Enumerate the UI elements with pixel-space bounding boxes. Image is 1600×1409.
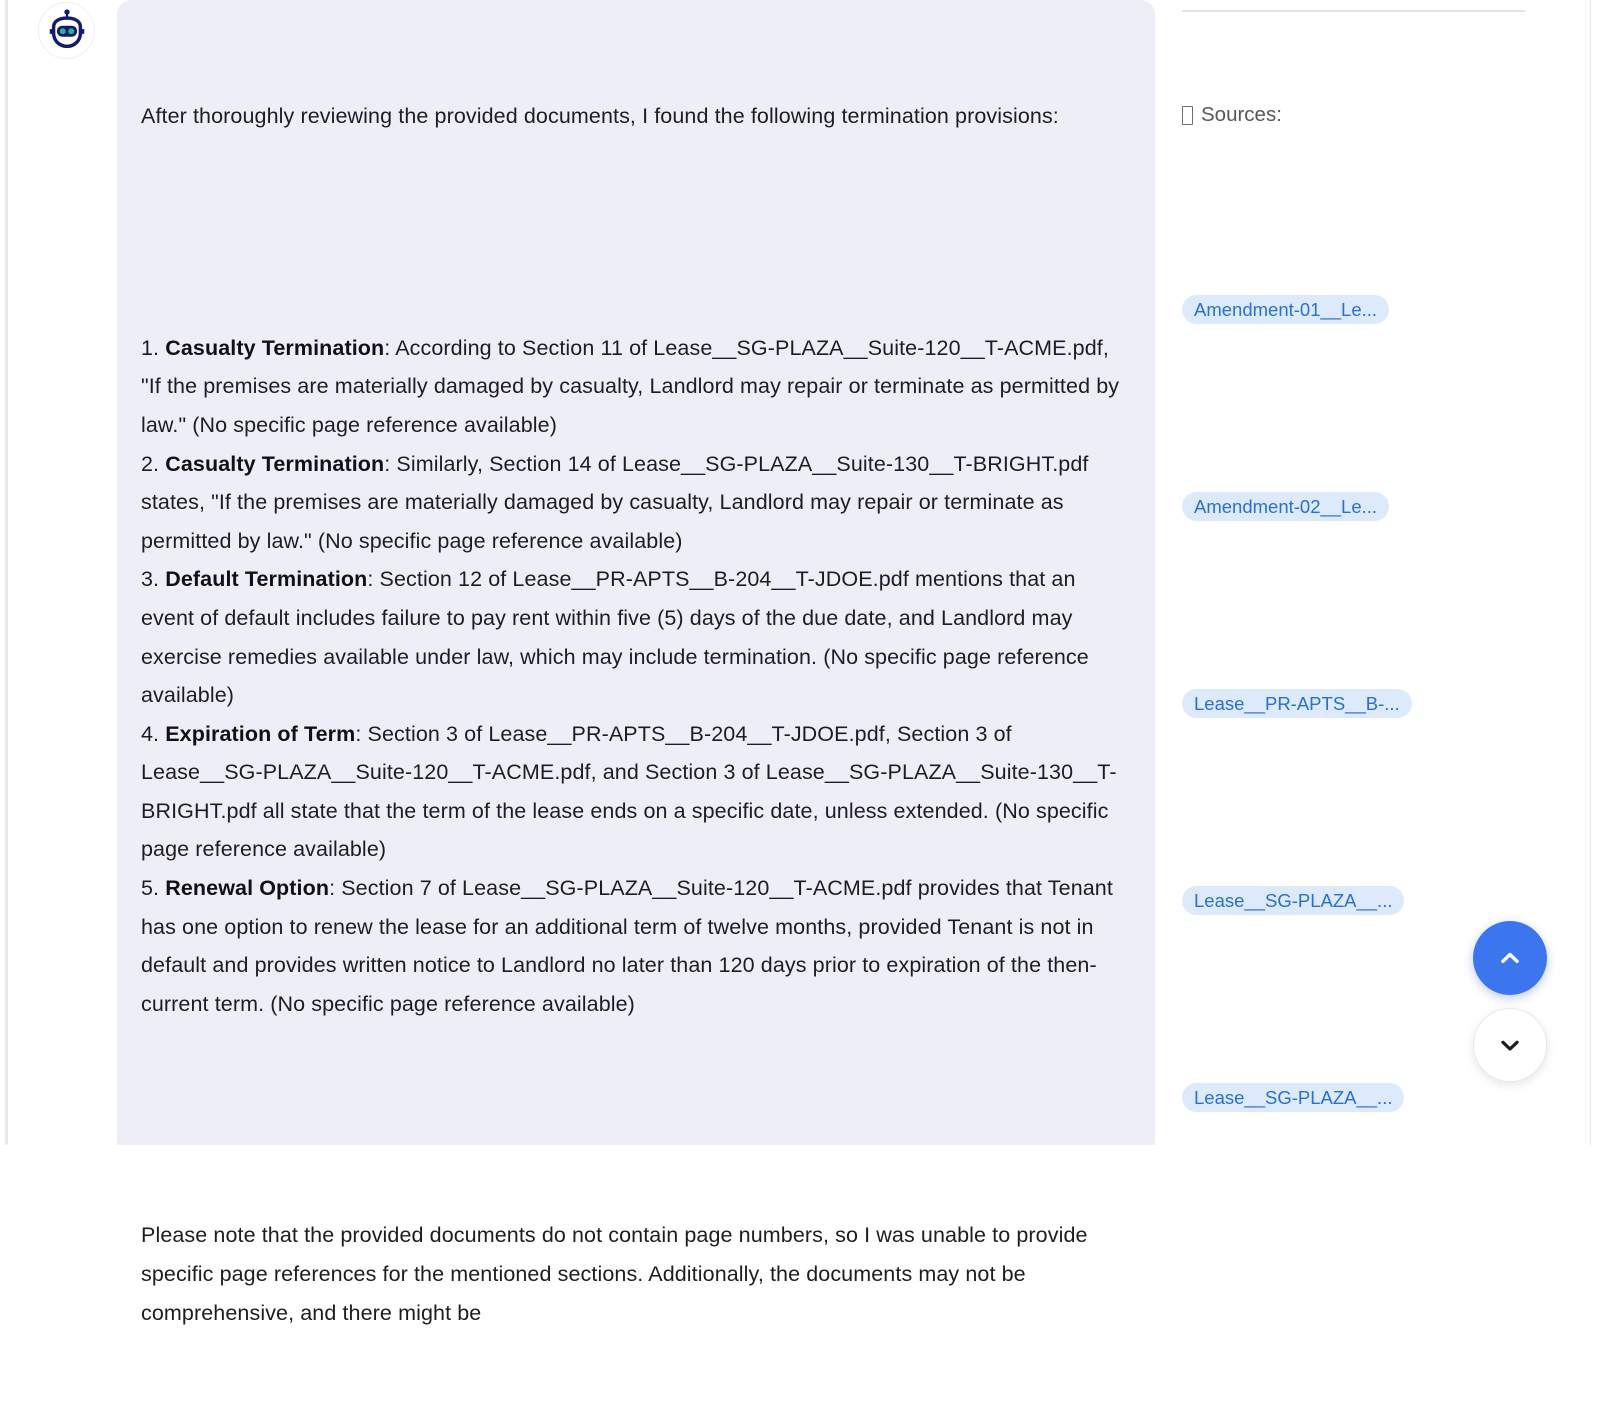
left-scroll-rail[interactable] <box>5 0 8 1145</box>
sources-label-text: Sources: <box>1201 103 1282 126</box>
provision-body: : Similarly, Section 14 of Lease__SG-PLAZA__Suite-130__T-BRIGHT.pdf states, "If the premises are materially damaged by casualty, Landlord may repair or terminate as permitted by law." (No specific page reference available) <box>141 451 1095 553</box>
source-chip[interactable]: Amendment-01__Le... <box>1182 295 1389 324</box>
document-icon <box>1182 106 1193 125</box>
source-chip[interactable]: Lease__SG-PLAZA__... <box>1182 1083 1404 1112</box>
assistant-avatar <box>38 2 95 59</box>
source-chip[interactable]: Lease__PR-APTS__B-... <box>1182 689 1412 718</box>
chevron-down-icon <box>1497 1032 1523 1058</box>
scroll-to-top-button[interactable] <box>1473 921 1547 995</box>
source-chip[interactable]: Amendment-02__Le... <box>1182 492 1389 521</box>
provision-number: 5. <box>141 876 166 901</box>
assistant-message-text <box>141 20 1131 1409</box>
sources-heading <box>1182 101 1282 129</box>
provision-number: 1. <box>141 335 166 360</box>
provision-title: Default Termination <box>165 567 368 592</box>
robot-avatar-icon <box>44 8 90 54</box>
paragraph-spacer <box>141 213 1131 252</box>
source-chip[interactable]: Lease__SG-PLAZA__... <box>1182 886 1404 915</box>
assistant-message-bubble <box>117 0 1155 1325</box>
message-intro: After thoroughly reviewing the provided documents, I found the following termination provisions: <box>141 104 1059 129</box>
provision-body: : Section 12 of Lease__PR-APTS__B-204__T-JDOE.pdf mentions that an event of default includes failure to pay rent within five (5) days of the due date, and Landlord may exercise remedies available under law, which may include termination. (No specific page reference available) <box>141 567 1095 708</box>
paragraph-spacer <box>141 1101 1131 1140</box>
scroll-to-bottom-button[interactable] <box>1473 1008 1547 1082</box>
provision-number: 3. <box>141 567 166 592</box>
message-closing: Please note that the provided documents do not contain page numbers, so I was unable to provide specific page references for the mentioned sections. Additionally, the documents may not be comprehensive, and there might be <box>141 1223 1094 1325</box>
right-edge-divider <box>1590 0 1591 1145</box>
chevron-up-icon <box>1497 945 1523 971</box>
sources-divider <box>1182 10 1525 12</box>
provision-title: Casualty Termination <box>165 335 385 360</box>
provision-title: Casualty Termination <box>165 451 385 476</box>
provision-body: : Section 7 of Lease__SG-PLAZA__Suite-120__T-ACME.pdf provides that Tenant has one option to renew the lease for an additional term of twelve months, provided Tenant is not in default and provides written notice to Landlord no later than 120 days prior to expiration of the then-current term. (No specific page reference available) <box>141 876 1120 1016</box>
provision-body: : According to Section 11 of Lease__SG-PLAZA__Suite-120__T-ACME.pdf, "If the premises are materially damaged by casualty, Landlord may repair or terminate as permitted by law." (No specific page reference available) <box>141 335 1126 437</box>
provision-body: : Section 3 of Lease__PR-APTS__B-204__T-JDOE.pdf, Section 3 of Lease__SG-PLAZA__Suite-120__T-ACME.pdf, and Section 3 of Lease__SG-PLAZA__Suite-130__T-BRIGHT.pdf all state that the term of the lease ends on a specific date, unless extended. (No specific page reference available) <box>141 721 1117 862</box>
provision-number: 4. <box>141 721 166 746</box>
provision-title: Renewal Option <box>165 876 330 901</box>
termination-provision-list <box>141 329 1131 1024</box>
provision-title: Expiration of Term <box>165 721 356 746</box>
provision-number: 2. <box>141 451 166 476</box>
